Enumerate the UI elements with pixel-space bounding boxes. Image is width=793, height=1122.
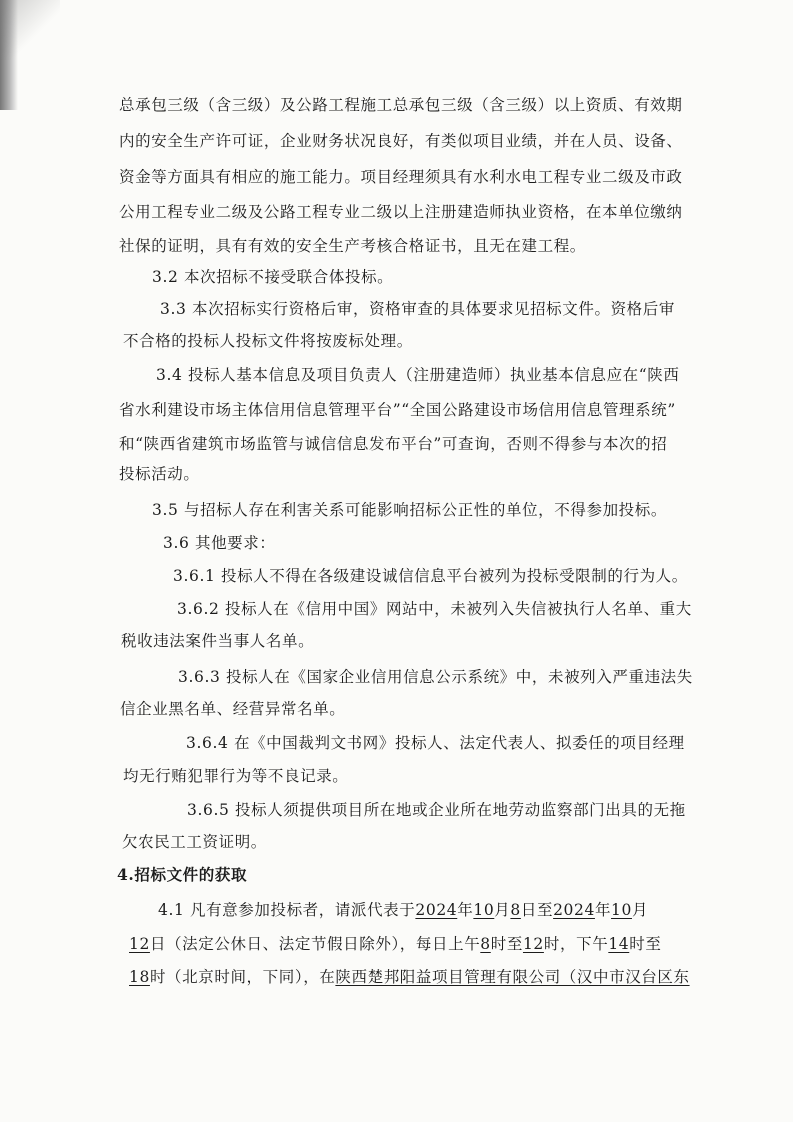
pm-label: 时，下午: [543, 935, 609, 953]
clause-3-6-3-line-2: 信企业黑名单、经营异常名单。: [120, 700, 346, 718]
end-year: 2024: [553, 901, 595, 919]
hour-to-label: 时至: [490, 935, 523, 953]
day-to-label: 日至: [520, 901, 554, 919]
year-label-end: 年: [594, 901, 612, 919]
clause-3-3-line-1: 3.3 本次招标实行资格后审，资格审查的具体要求见招标文件。资格后审: [160, 300, 675, 318]
clause-3-6-2-line-2: 税收违法案件当事人名单。: [121, 632, 315, 650]
end-month: 10: [611, 901, 632, 919]
acquisition-line-2: [129, 933, 661, 955]
clause-3-6-4-line-1: 3.6.4 在《中国裁判文书网》投标人、法定代表人、拟委任的项目经理: [186, 734, 685, 752]
acquisition-intro: 4.1 凡有意参加投标者，请派代表于: [158, 901, 416, 919]
acquisition-tail: 时（北京时间，下同），在: [149, 968, 336, 986]
agency-name: 陕西楚邦阳益项目管理有限公司（汉中市汉台区东: [335, 968, 690, 986]
year-label: 年: [457, 901, 474, 919]
month-label: 月: [494, 901, 511, 919]
clause-3-2: 3.2 本次招标不接受联合体投标。: [152, 268, 394, 286]
am-start-hour: 8: [480, 935, 491, 953]
para-line-5: 社保的证明，具有有效的安全生产考核合格证书，且无在建工程。: [119, 237, 586, 255]
end-day-label: 日（法定公休日、法定节假日除外），每日上午: [149, 935, 481, 953]
clause-3-6-1: 3.6.1 投标人不得在各级建设诚信信息平台被列为投标受限制的行为人。: [173, 567, 688, 585]
para-line-1: 总承包三级（含三级）及公路工程施工总承包三级（含三级）以上资质、有效期: [119, 96, 683, 114]
start-day: 8: [510, 901, 521, 919]
month-label-end: 月: [631, 901, 649, 919]
scan-corner-fold: [0, 0, 60, 60]
clause-3-6-3-line-1: 3.6.3 投标人在《国家企业信用信息公示系统》中，未被列入严重违法失: [178, 668, 693, 686]
clause-3-6: 3.6 其他要求：: [163, 534, 276, 552]
start-month: 10: [473, 901, 495, 919]
clause-3-5: 3.5 与招标人存在利害关系可能影响招标公正性的单位，不得参加投标。: [152, 501, 667, 519]
clause-3-3-line-2: 不合格的投标人投标文件将按废标处理。: [123, 332, 413, 350]
section-heading-4: 4.招标文件的获取: [117, 865, 248, 884]
para-line-3: 资金等方面具有相应的施工能力。项目经理须具有水利水电工程专业二级及市政: [119, 168, 683, 186]
pm-start-hour: 14: [608, 935, 630, 953]
clause-3-6-4-line-2: 均无行贿犯罪行为等不良记录。: [123, 767, 349, 785]
clause-3-4-line-2: 省水利建设市场主体信用信息管理平台”“全国公路建设市场信用信息管理系统”: [119, 401, 676, 419]
end-day: 12: [129, 935, 150, 953]
am-end-hour: 12: [522, 935, 544, 953]
clause-3-6-5-line-1: 3.6.5 投标人须提供项目所在地或企业所在地劳动监察部门出具的无拖: [187, 801, 686, 819]
clause-3-4-line-4: 投标活动。: [119, 465, 200, 483]
acquisition-line-3: [129, 966, 690, 988]
acquisition-line-1: [158, 899, 648, 921]
clause-3-4-line-3: 和“陕西省建筑市场监管与诚信信息发布平台”可查询，否则不得参与本次的招: [119, 435, 668, 453]
para-line-4: 公用工程专业二级及公路工程专业二级以上注册建造师执业资格，在本单位缴纳: [119, 203, 683, 221]
hour-to-label-2: 时至: [629, 935, 662, 953]
pm-end-hour: 18: [129, 968, 150, 986]
clause-3-4-line-1: 3.4 投标人基本信息及项目负责人（注册建造师）执业基本信息应在“陕西: [156, 366, 680, 384]
start-year: 2024: [415, 901, 458, 919]
para-line-2: 内的安全生产许可证，企业财务状况良好，有类似项目业绩，并在人员、设备、: [119, 132, 683, 150]
clause-3-6-5-line-2: 欠农民工工资证明。: [122, 833, 267, 851]
clause-3-6-2-line-1: 3.6.2 投标人在《信用中国》网站中，未被列入失信被执行人名单、重大: [177, 600, 692, 618]
